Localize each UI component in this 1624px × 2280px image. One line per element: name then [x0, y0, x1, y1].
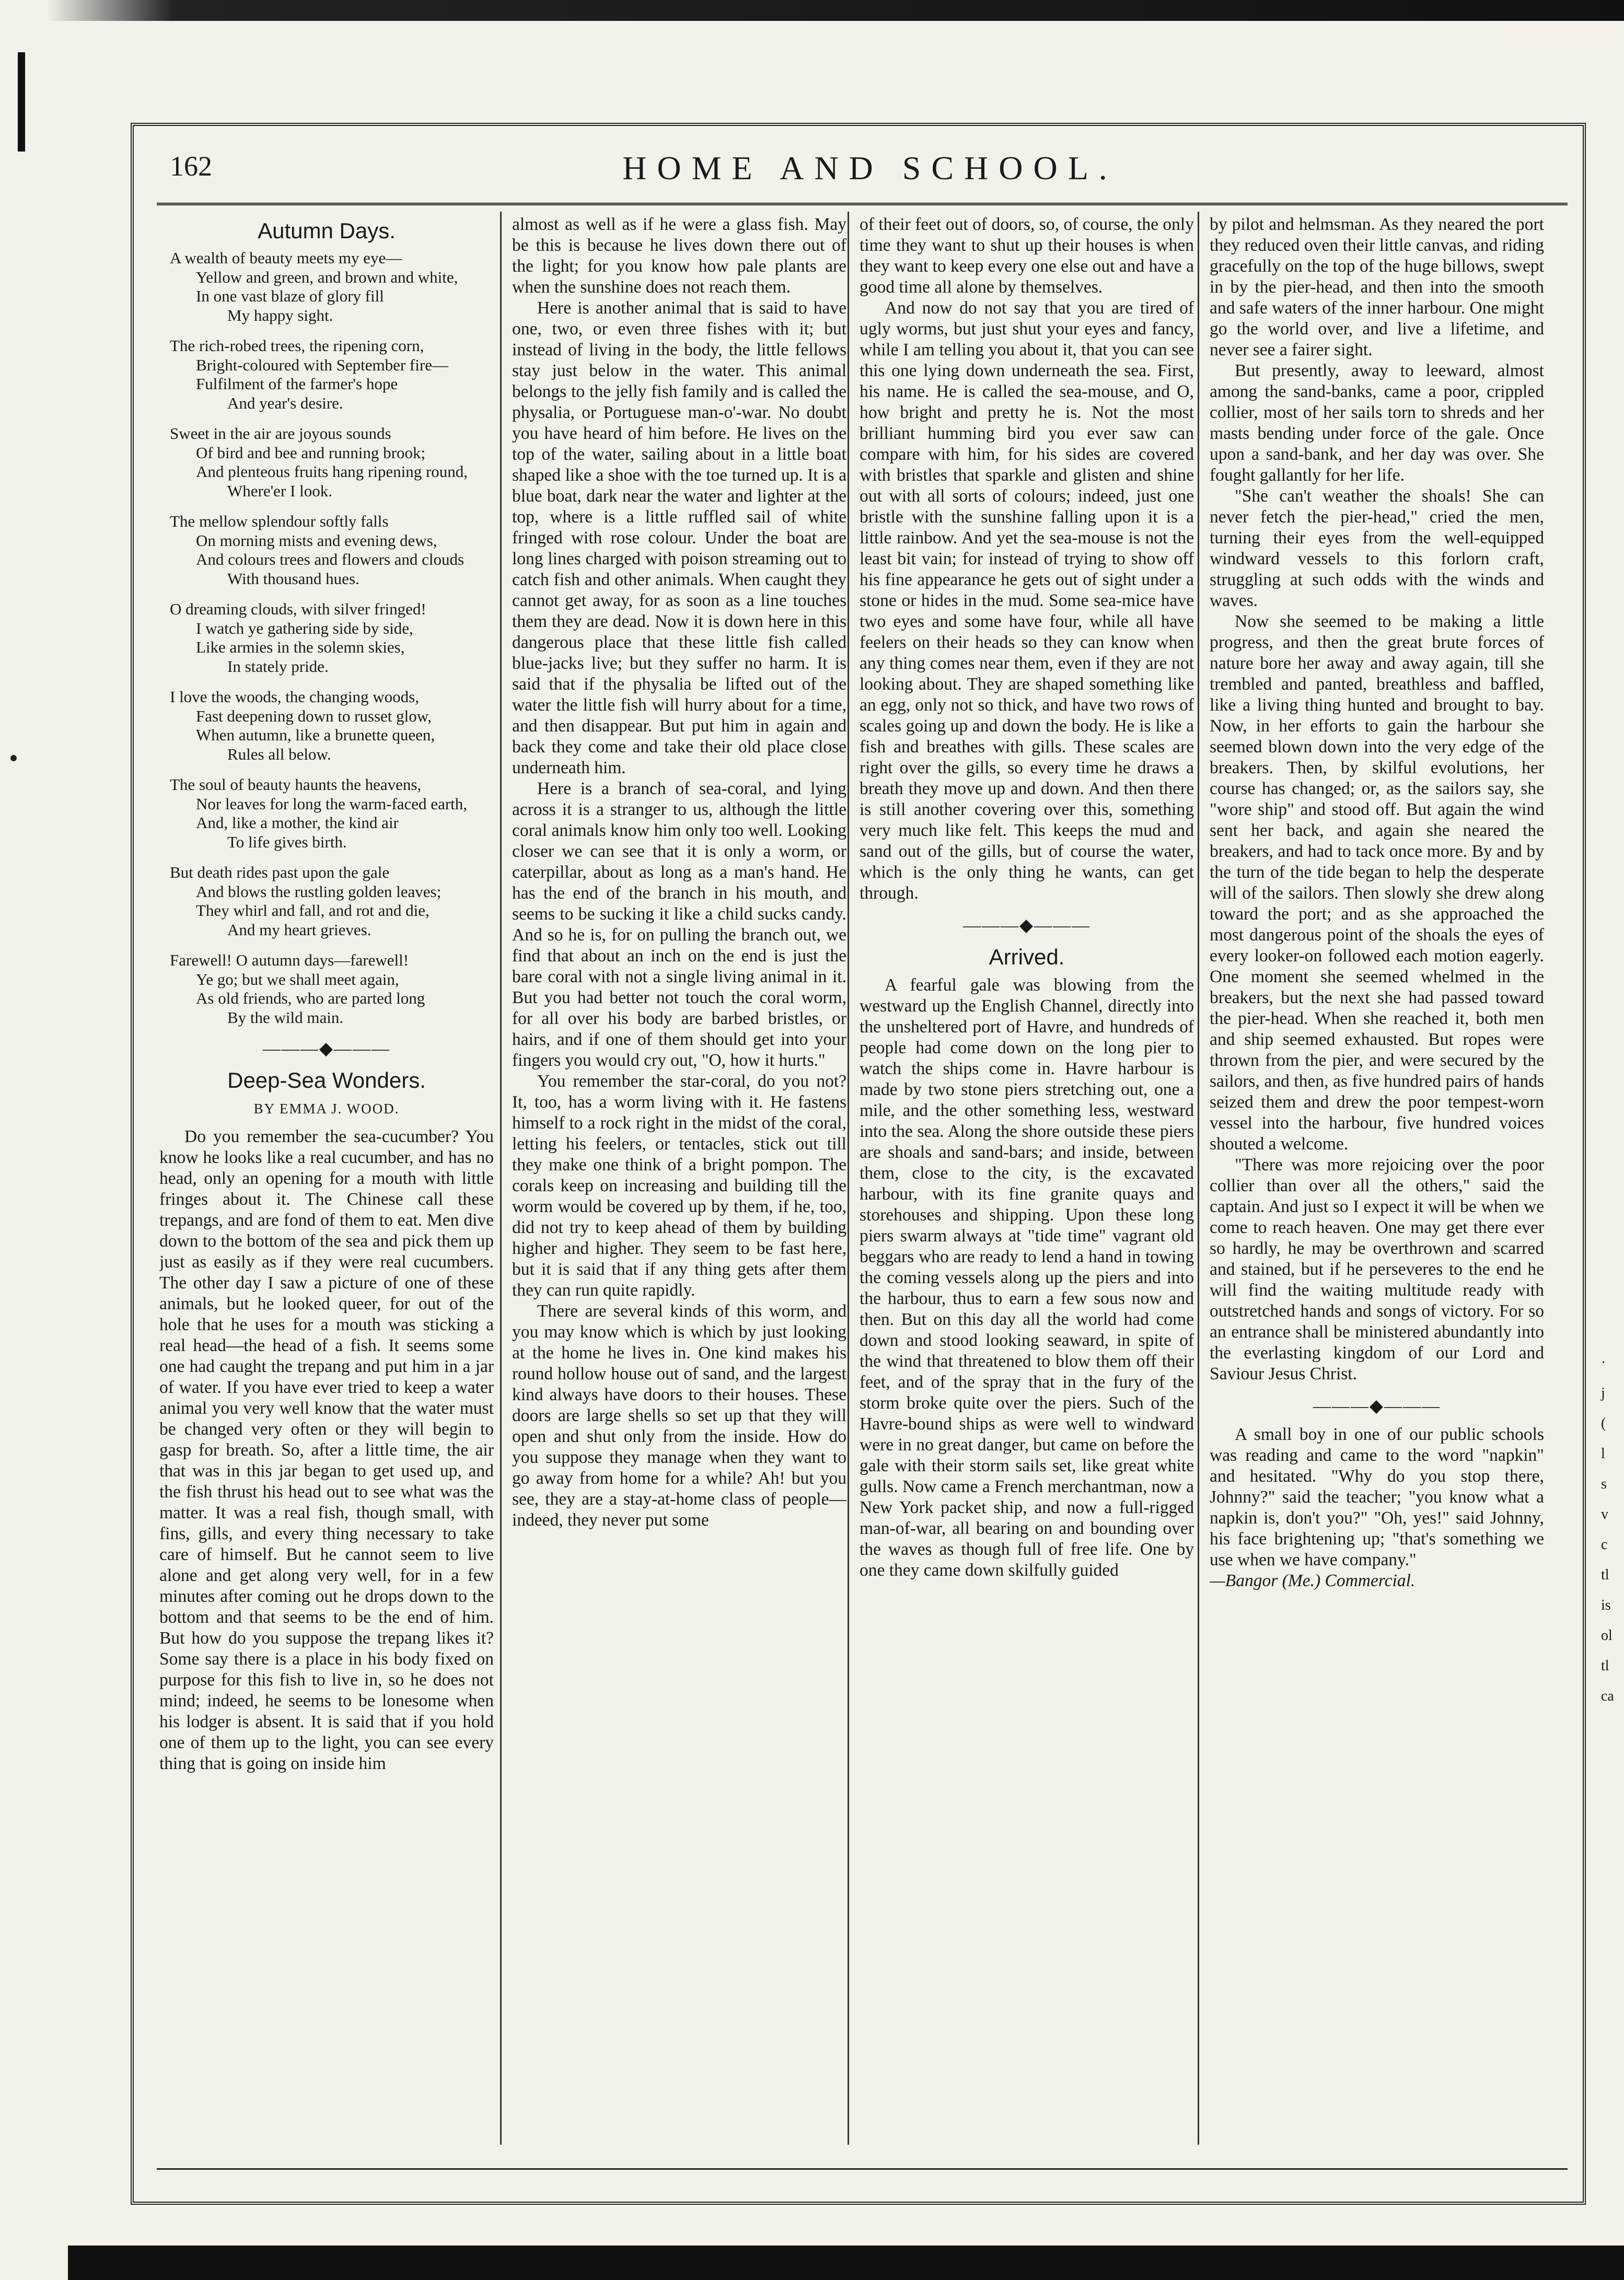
paragraph: A fearful gale was blowing from the westward up the English Channel, directly into the unsheltered port of Havre, and hundreds of people had come down on the long pier to watch the ships come in. Havre harbour is made by two stone piers stretching out, one a mile, and the other something less, westward into the sea. Along the shore outside these piers are shoals and sand-bars; and inside, between them, close to the city, is the excavated harbour, with its fine granite quays and storehouses and shipping. Upon these long piers swarm always at "tide time" vagrant old beggars who are ready to lend a hand in towing the coming vessels along up the piers and into the harbour, thus to earn a few sous now and then. But on this day all the world had come down and stood looking seaward, in spite of the wind that threatened to blow them off their feet, and of the spray that in the fury of the storm broke quite over the piers. Such of the Havre-bound ships as were well to windward were in no great danger, but came on before the gale with their storm sails set, like great white gulls. Now came a French merchantman, now a New York packet ship, and now a full-rigged man-of-war, all bearing on and bounding over the waves as though full of free life. One by one they came down skilfully guided	[860, 975, 1194, 1580]
paragraph: Now she seemed to be making a little progress, and then the great brute forces of nature bore her away and away again, till she trembled and panted, breathless and baffled, like a living thing hunted and brought to bay. Now, in her efforts to gain the harbour she seemed blown down into the very edge of the breakers. Then, by skilful evolutions, her course has changed; or, as the sailors say, she "wore ship" and stood off. But again the wind sent her back, and again she neared the breakers, and had to tack once more. By and by the turn of the tide began to help the desperate will of the sailors. Then slowly she drew along toward the port; and as she approached the most dangerous point of the shoals the eyes of every looker-on followed each motion eagerly. One moment she seemed whelmed in the breakers, but the next she had passed toward the pier-head. When she reached it, both men and ship seemed exhausted. But ropes were thrown from the pier, and were secured by the sailors, and then, as five hundred pairs of hands seized them and drew the poor tempest-worn vessel into the harbour, five hundred voices shouted a welcome.	[1210, 612, 1544, 1154]
edge-fragment: tl	[1601, 1658, 1609, 1674]
paragraph: "There was more rejoicing over the poor collier than over all the others," said the captain. And just so I expect it will be when we come to reach heaven. One may get there ever so hardly, he may be overthrown and scarred and stained, but if he perseveres to the end he will find the waiting multitude ready with outstretched hands and songs of victory. For so an entrance shall be ministered abundantly into the everlasting kingdom of our Lord and Saviour Jesus Christ.	[1210, 1155, 1544, 1383]
poem-line: Farewell! O autumn days—farewell!	[170, 951, 409, 969]
poem-line: They whirl and fall, and rot and die,	[196, 901, 430, 920]
poem-line: A wealth of beauty meets my eye—	[170, 249, 402, 267]
anecdote-text: A small boy in one of our public schools was reading and came to the word "napkin" and hesitated. "Why do you stop there, Johnny?" said the teacher; "you know what a napkin is, don't you?" "Oh, yes!" said Johnny, his face brightening up; "that's something we use when we have company."	[1210, 1425, 1544, 1569]
edge-fragment: c	[1601, 1537, 1608, 1553]
poem-stanza	[170, 600, 494, 676]
edge-fragment: is	[1601, 1597, 1611, 1613]
paragraph: almost as well as if he were a glass fish. May be this is because he lives down there out of the light; for you know how pale plants are when the sunshine does not reach them.	[512, 215, 846, 297]
poem-stanza	[170, 336, 494, 413]
poem-line: The soul of beauty haunts the heavens,	[170, 775, 422, 794]
poem-autumn-days	[170, 249, 494, 1027]
edge-fragment: l	[1601, 1446, 1605, 1462]
poem-stanza	[170, 249, 494, 325]
poem-line: But death rides past upon the gale	[170, 863, 390, 881]
poem-line: On morning mists and evening dews,	[196, 531, 437, 550]
scan-margin-dot	[10, 755, 17, 761]
poem-line: And colours trees and flowers and clouds	[196, 550, 465, 568]
edge-fragment: ·	[1601, 1355, 1606, 1371]
poem-stanza	[170, 512, 494, 588]
anecdote-source: —Bangor (Me.) Commercial.	[1210, 1571, 1416, 1590]
poem-line: Nor leaves for long the warm-faced earth,	[196, 794, 468, 813]
arrived-body-col4	[1210, 214, 1544, 1385]
paragraph: Here is a branch of sea-coral, and lying across it is a stranger to us, although the little coral animals know him only too well. Looking closer we can see that it is only a worm, or caterpillar, about as long as a man's hand. He has the end of the branch in his mouth, and seems to be sucking it like a child sucks candy. And so he is, for on pulling the branch out, we find that about an inch on the end is just the bare coral with not a single living animal in it. But you had better not touch the coral worm, for all over his body are barbed bristles, or hairs, and if one of them should get into your fingers you would cry out, "O, how it hurts."	[512, 779, 846, 1070]
poem-line: Of bird and bee and running brook;	[196, 443, 426, 462]
article-body-col1	[159, 1126, 494, 1774]
article-body-col3	[860, 214, 1194, 904]
poem-line: Rules all below.	[227, 745, 331, 763]
footer-rule	[157, 2168, 1568, 2170]
poem-line: My happy sight.	[227, 306, 333, 324]
poem-line: Bright-coloured with September fire—	[196, 355, 448, 374]
column-4	[1210, 214, 1544, 2142]
column-divider	[1198, 212, 1199, 2145]
header-rule	[157, 203, 1568, 205]
paragraph: But presently, away to leeward, almost among the sand-banks, came a poor, crippled collier, most of her sails torn to shreds and her masts bending under force of the gale. Once upon a sand-bank, and her day was over. She fought gallantly for her life.	[1210, 361, 1544, 485]
edge-fragment: tl	[1601, 1567, 1609, 1583]
poem-line: Fulfilment of the farmer's hope	[196, 375, 398, 393]
section-separator: ———◆———	[962, 916, 1091, 935]
poem-line: I love the woods, the changing woods,	[170, 688, 419, 706]
arrived-title: Arrived.	[989, 945, 1065, 969]
journal-title: HOME AND SCHOOL.	[622, 149, 1118, 187]
page-header	[157, 144, 1583, 191]
scan-margin-mark	[18, 52, 25, 152]
paragraph: There are several kinds of this worm, and you may know which is which by just looking at the home he lives in. One kind makes his round hollow house out of sand, and the largest kind always have doors to their houses. These doors are large shells so set up that they will open and shut only from the inside. How do you suppose they manage when they want to go away from home for a while? Ah! but you see, they are a stay-at-home class of people—indeed, they never put some	[512, 1301, 846, 1530]
adjacent-page-fragments	[1601, 1348, 1622, 1712]
poem-line: In one vast blaze of glory fill	[196, 287, 384, 305]
edge-fragment: (	[1601, 1415, 1606, 1432]
page-number: 162	[170, 150, 212, 182]
article-title: Deep-Sea Wonders.	[227, 1068, 426, 1092]
poem-line: The mellow splendour softly falls	[170, 512, 389, 530]
poem-stanza	[170, 863, 494, 939]
column-divider	[500, 212, 502, 2145]
poem-stanza	[170, 775, 494, 852]
scan-edge-top	[47, 0, 1624, 21]
poem-line: And my heart grieves.	[227, 920, 372, 939]
poem-line: And blows the rustling golden leaves;	[196, 882, 442, 901]
poem-line: As old friends, who are parted long	[196, 989, 425, 1007]
column-3	[860, 214, 1194, 2142]
article-body-col2	[512, 214, 846, 1531]
poem-line: I watch ye gathering side by side,	[196, 619, 413, 637]
poem-stanza	[170, 951, 494, 1027]
paragraph: You remember the star-coral, do you not? It, too, has a worm living with it. He fastens himself to a rock right in the midst of the coral, letting his feelers, or tentacles, stick out till they make one think of a bright pompon. The corals keep on increasing and building till the worm would be covered up by them, if he, too, did not try to keep ahead of them by building higher and higher. They seem to be fast here, but it is said that if any thing gets after them they can run quite rapidly.	[512, 1072, 846, 1300]
column-divider	[848, 212, 849, 2145]
poem-line: To life gives birth.	[227, 832, 347, 851]
section-separator: ———◆———	[1313, 1397, 1441, 1416]
poem-line: By the wild main.	[227, 1008, 344, 1027]
paragraph: by pilot and helmsman. As they neared the port they reduced oven their little canvas, and riding gracefully on the top of the huge billows, swept in by the pier-head, and then into the smooth and safe waters of the inner harbour. One might go the world over, and live a lifetime, and never see a fairer sight.	[1210, 215, 1544, 359]
section-separator: ———◆———	[262, 1039, 391, 1058]
poem-line: In stately pride.	[227, 657, 329, 676]
edge-fragment: s	[1601, 1476, 1607, 1492]
poem-line: Ye go; but we shall meet again,	[196, 970, 399, 988]
edge-fragment: ca	[1601, 1688, 1614, 1704]
paragraph: Do you remember the sea-cucumber? You know he looks like a real cucumber, and has no head, only an opening for a mouth with little fringes about it. The Chinese call these trepangs, and are fond of them to eat. Men dive down to the bottom of the sea and pick them up just as easily as if they were real cucumbers. The other day I saw a picture of one of these animals, but he looked queer, for out of the hole that he uses for a mouth was sticking a real head—the head of a fish. It seems some one had caught the trepang and put him in a jar of water. If you have ever tried to keep a water animal you very well know that the water must be changed very often or they will begin to gasp for breath. So, after a little time, the air that was in this jar began to get used up, and the fish thrust his head out to see what was the matter. It was a real fish, though small, with fins, gills, and every thing necessary to take care of himself. But he cannot seem to live alone and get along very well, for in a few minutes after coming out he drops down to the bottom and that seems to be the end of him. But how do you suppose the trepang likes it? Some say there is a place in his body fixed on purpose for this fish to live in, so he does not mind; indeed, he seems to be lonesome when his lodger is absent. It is said that if you hold one of them up to the light, you can see every thing that is going on inside him	[159, 1127, 494, 1773]
poem-line: The rich-robed trees, the ripening corn,	[170, 336, 424, 355]
edge-fragment: ol	[1601, 1627, 1613, 1644]
poem-line: Yellow and green, and brown and white,	[196, 267, 458, 286]
paragraph: "She can't weather the shoals! She can never fetch the pier-head," cried the men, turning their eyes from the well-equipped windward vessels to this forlorn craft, struggling at such odds with the winds and waves.	[1210, 486, 1544, 610]
scan-edge-bottom	[68, 2246, 1624, 2280]
poem-line: Sweet in the air are joyous sounds	[170, 424, 391, 443]
poem-line: Fast deepening down to russet glow,	[196, 706, 432, 725]
article-byline: BY EMMA J. WOOD.	[253, 1101, 400, 1116]
column-2	[512, 214, 846, 2142]
poem-line: When autumn, like a brunette queen,	[196, 726, 435, 744]
poem-line: O dreaming clouds, with silver fringed!	[170, 600, 426, 618]
arrived-body-col3	[860, 975, 1194, 1581]
edge-fragment: j	[1601, 1385, 1605, 1401]
paragraph: of their feet out of doors, so, of course, the only time they want to shut up their houses is when they want to keep every one else out and have a good time all alone by themselves.	[860, 215, 1194, 297]
edge-fragment: v	[1601, 1506, 1608, 1522]
paragraph: Here is another animal that is said to have one, two, or even three fishes with it; but instead of living in the body, the little fellows stay just below in the water. This animal belongs to the jelly fish family and is called the physalia, or Portuguese man-o'-war. No doubt you have heard of him before. He lives on the top of the water, sailing about in a little boat shaped like a shoe with the toe turned up. It is a blue boat, dark near the water and lighter at the top, where is a little ruffled sail of white fringed with rose colour. Under the boat are long lines charged with poison streaming out to catch fish and other animals. When caught they cannot get away, for as soon as a line touches them they are dead. Now it is down here in this dangerous place that these little fish called blue-jacks live; but they suffer no harm. It is said that if the physalia be lifted out of the water the little fish will hurry about for a time, and then disappear. But put him in again and back they come and take their old place close underneath him.	[512, 298, 846, 777]
poem-stanza	[170, 424, 494, 501]
poem-line: And plenteous fruits hang ripening round,	[196, 462, 468, 481]
poem-line: And, like a mother, the kind air	[196, 813, 399, 832]
paragraph: And now do not say that you are tired of ugly worms, but just shut your eyes and fancy, while I am telling you about it, that you can see this one lying down underneath the sea. First, his name. He is called the sea-mouse, and O, how bright and pretty he is. Not the most brilliant humming bird you ever saw can compare with him, for his sides are covered with bristles that sparkle and glisten and shine out with all sorts of colours; indeed, just one bristle with the sunshine falling upon it is a little rainbow. And yet the sea-mouse is not the least bit vain; for instead of trying to show off his fine appearance he gets out of sight under a stone or hides in the mud. Some sea-mice have two eyes and some have four, while all have feelers on their heads so they can know when any thing comes near them, even if they are not looking about. They are shaped something like an egg, only not so thick, and have two rows of scales going up and down the body. He is like a fish and breathes with gills. These scales are right over the gills, so every time he draws a breath they move up and down. And then there is still another covering over this, something very much like felt. This keeps the mud and sand out of the gills, but of course the water, which is the only thing he wants, can get through.	[860, 298, 1194, 903]
poem-stanza	[170, 688, 494, 764]
column-1	[159, 214, 494, 2142]
poem-line: With thousand hues.	[227, 569, 359, 588]
poem-title: Autumn Days.	[258, 218, 396, 243]
poem-line: Like armies in the solemn skies,	[196, 638, 405, 656]
poem-line: And year's desire.	[227, 393, 343, 412]
poem-line: Where'er I look.	[227, 481, 332, 500]
